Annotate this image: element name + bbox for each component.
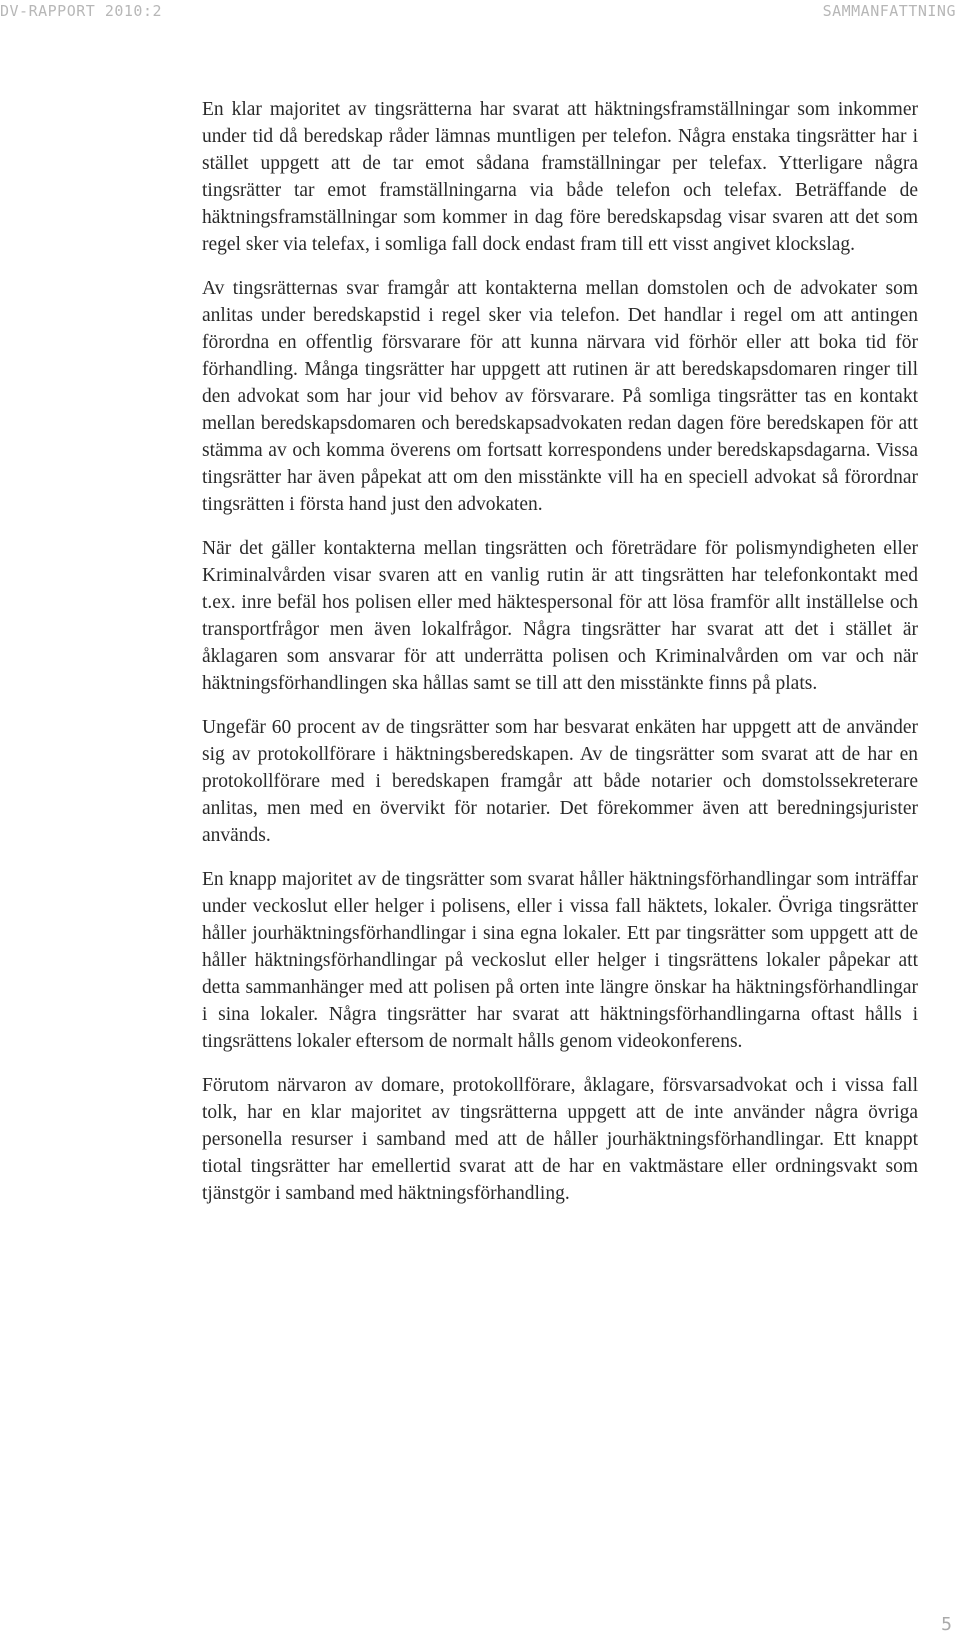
paragraph-1: En klar majoritet av tingsrätterna har svarat att häktningsframställningar som inkommer under tid då beredskap råder lämnas muntligen per telefon. Några enstaka tingsrätter har i stället uppgett att de tar emot sådana framställningar per telefax. Ytterligare några tingsrätter tar emot framställningarna via både telefon och telefax. Beträffande de häktningsframställningar som kommer in dag före beredskapsdag visar svaren att det som regel sker via telefax, i somliga fall dock endast fram till ett visst angivet klockslag. (202, 99, 918, 255)
running-header (0, 0, 960, 24)
paragraph-6: Förutom närvaron av domare, protokollförare, åklagare, försvarsadvokat och i vissa fall tolk, har en klar majoritet av tingsrätterna uppgett att de inte använder några övriga personella resurser i samband med att de håller jourhäktningsförhandlingar. Ett knappt tiotal tingsrätter har emellertid svarat att de har en vaktmästare eller ordningsvakt som tjänstgör i samband med häktningsförhandling. (202, 1075, 918, 1204)
paragraph-5: En knapp majoritet av de tingsrätter som svarat håller häktningsförhandlingar som inträffar under veckoslut eller helger i polisens, eller i vissa fall häktets, lokaler. Övriga tingsrätter håller jourhäktningsförhandlingar i sina egna lokaler. Ett par tingsrätter som uppgett att de håller häktningsförhandlingar på veckoslut eller helger i tingsrättens lokaler påpekar att detta sammanhänger med att polisen på orten inte längre önskar ha häktningsförhandlingar i sina lokaler. Några tingsrätter har svarat att häktningsförhandlingarna oftast hålls i tingsrättens lokaler eftersom de normalt hålls genom videokonferens. (202, 869, 918, 1052)
paragraph-2: Av tingsrätternas svar framgår att kontakterna mellan domstolen och de advokater som anlitas under beredskapstid i regel sker via telefon. Det handlar i regel om att antingen förordna en offentlig försvarare för att kunna närvara vid förhör eller att boka tid för förhandling. Många tingsrätter har uppgett att rutinen är att beredskapsdomaren ringer till den advokat som har jour vid behov av försvarare. På somliga tingsrätter tas en kontakt mellan beredskapsdomaren och beredskapsadvokaten redan dagen före beredskapen för att stämma av och komma överens om fortsatt korrespondens under beredskapsdagarna. Vissa tingsrätter har även påpekat att om den misstänkte vill ha en speciell advokat så förordnar tingsrätten i första hand just den advokaten. (202, 278, 918, 515)
report-title: DV-RAPPORT 2010:2 (0, 2, 163, 20)
page-number: 5 (941, 1614, 952, 1635)
body-text (202, 96, 918, 1224)
section-title: SAMMANFATTNING (822, 2, 956, 20)
paragraph-4: Ungefär 60 procent av de tingsrätter som har besvarat enkäten har uppgett att de använder sig av protokollförare i häktningsberedskapen. Av de tingsrätter som svarat att de har en protokollförare med i beredskapen framgår att både notarier och domstolssekreterare anlitas, men med en övervikt för notarier. Det förekommer även att beredningsjurister används. (202, 717, 918, 846)
paragraph-3: När det gäller kontakterna mellan tingsrätten och företrädare för polismyndigheten eller Kriminalvården visar svaren att en vanlig rutin är att tingsrätten har telefonkontakt med t.ex. inre befäl hos polisen eller med häktespersonal för att lösa framför allt inställelse och transportfrågor men även lokalfrågor. Några tingsrätter har svarat att det i stället är åklagaren som ansvarar för att underrätta polisen och Kriminalvården om var och när häktningsförhandlingen ska hållas samt se till att den misstänkte finns på plats. (202, 538, 918, 694)
